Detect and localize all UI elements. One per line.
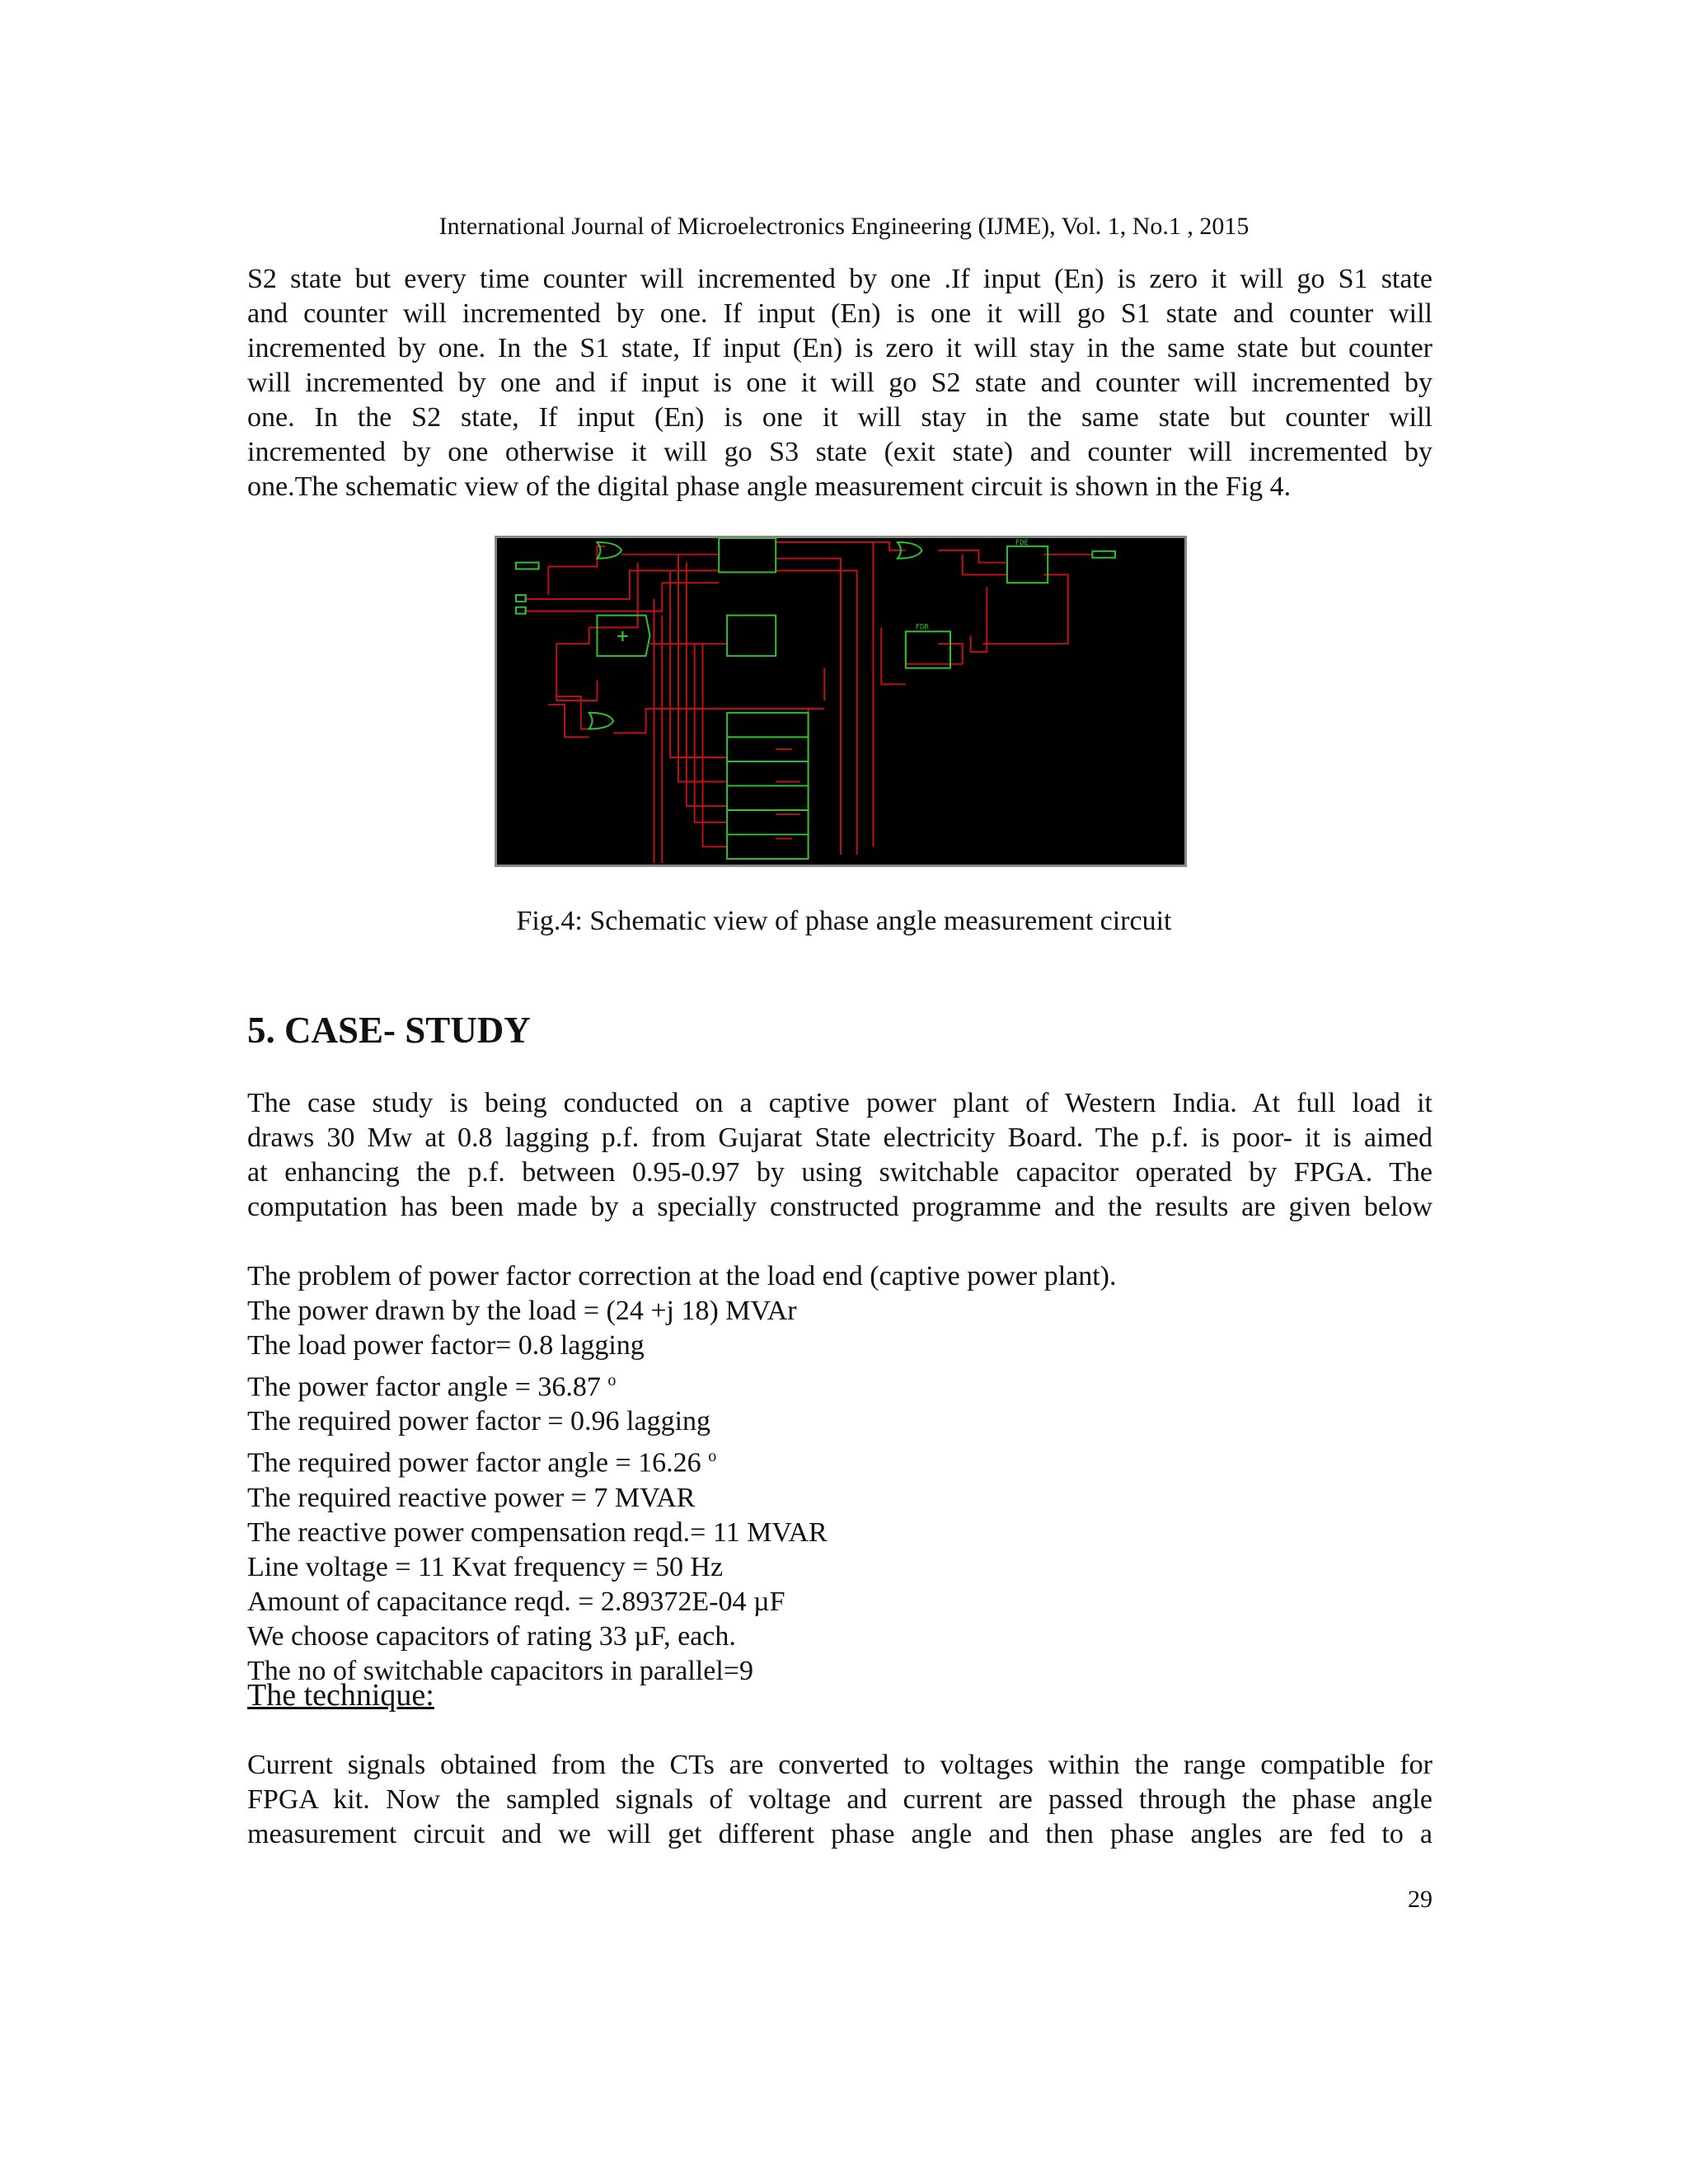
text-line: The case study is being conducted on a captive power plant of Western India. At full load it	[247, 1088, 1432, 1118]
text-line: computation has been made by a specially constructed programme and the results are given below	[247, 1192, 1432, 1222]
comparator-block	[727, 616, 776, 656]
wire	[524, 570, 719, 598]
fde-flipflop	[1007, 546, 1048, 583]
degree-mark: o	[607, 1371, 617, 1390]
fdr-flipflop	[906, 631, 950, 668]
result-line: The power drawn by the load = (24 +j 18) MVAr	[247, 1296, 797, 1326]
input-port	[516, 607, 526, 614]
degree-mark: o	[708, 1447, 717, 1466]
text-line: Current signals obtained from the CTs are converted to voltages within the range compatible for	[247, 1750, 1432, 1780]
wire	[971, 587, 987, 652]
result-line: The no of switchable capacitors in parallel=9	[247, 1655, 753, 1686]
wire	[548, 705, 588, 737]
text-line-last: one.The schematic view of the digital phase angle measurement circuit is shown in the Fig 4.	[247, 471, 1292, 502]
result-line: The required power factor = 0.96 lagging	[247, 1406, 711, 1437]
text-line: FPGA kit. Now the sampled signals of voltage and current are passed through the phase angle	[247, 1784, 1432, 1815]
wire	[963, 555, 1007, 575]
text-line: will incremented by one and if input is one it will go S2 state and counter will incremented by	[247, 368, 1432, 398]
result-line	[247, 1363, 1117, 1404]
result-line: Amount of capacitance reqd. = 2.89372E-04 µF	[247, 1586, 785, 1617]
logic-blocks	[516, 538, 1115, 859]
text-line: S2 state but every time counter will incremented by one .If input (En) is zero it will go S1 state	[247, 264, 1432, 294]
result-line: The required reactive power = 7 MVAR	[247, 1482, 696, 1513]
wire	[881, 627, 906, 684]
text-line: incremented by one otherwise it will go S3 state (exit state) and counter will incremented by	[247, 437, 1432, 467]
wire	[776, 542, 906, 551]
text-line: and counter will incremented by one. If input (En) is one it will go S1 state and counter will	[247, 298, 1432, 329]
text-line: at enhancing the p.f. between 0.95-0.97 by using switchable capacitor operated by FPGA. The	[247, 1157, 1432, 1188]
fdr-label: FDR	[915, 623, 929, 632]
result-line: The load power factor= 0.8 lagging	[247, 1330, 645, 1361]
input-port	[516, 563, 539, 569]
text-line: incremented by one. In the S1 state, If input (En) is zero it will stay in the same state but counter	[247, 333, 1432, 363]
result-text: The power factor angle = 36.87	[247, 1371, 601, 1403]
wire	[687, 563, 727, 807]
wire	[982, 574, 1067, 644]
or-gate-right	[898, 542, 922, 559]
wire	[906, 635, 963, 663]
wire	[695, 644, 727, 823]
output-port	[1092, 551, 1115, 558]
wire	[548, 546, 605, 567]
wire	[524, 583, 719, 611]
result-line	[247, 1439, 1117, 1480]
subsection-heading: The technique:	[247, 1678, 434, 1713]
schematic-figure	[495, 536, 1187, 867]
figure-caption: Fig.4: Schematic view of phase angle measurement circuit	[516, 906, 1172, 936]
fde-label: FDE	[1015, 538, 1029, 547]
block-labels	[916, 539, 1029, 631]
text-line: draws 30 Mw at 0.8 lagging p.f. from Gujarat State electricity Board. The p.f. is poor- it is aimed	[247, 1122, 1432, 1153]
results-list	[247, 1259, 1117, 1689]
paragraph-case-study	[247, 1086, 1432, 1225]
result-line: Line voltage = 11 Kvat frequency = 50 Hz	[247, 1551, 724, 1582]
journal-header: International Journal of Microelectronics Engineering (IJME), Vol. 1, No.1 , 2015	[438, 213, 1250, 240]
wire	[556, 627, 597, 701]
paragraph-technique	[247, 1748, 1432, 1852]
counter-block	[719, 538, 776, 572]
paragraph-state-machine	[247, 262, 1432, 504]
schematic-diagram	[497, 538, 1184, 865]
input-port	[516, 595, 526, 602]
result-line: We choose capacitors of rating 33 µF, each.	[247, 1620, 736, 1652]
result-line: The problem of power factor correction at the load end (captive power plant).	[247, 1261, 1117, 1291]
wire	[703, 644, 728, 846]
section-heading: 5. CASE- STUDY	[247, 1010, 531, 1051]
or-gate-top	[597, 542, 621, 559]
plus-icon: +	[616, 626, 630, 646]
text-line: one. In the S2 state, If input (En) is one it will stay in the same state but counter will	[247, 402, 1432, 433]
page-number: 29	[1408, 1886, 1432, 1913]
result-line: The reactive power compensation reqd.= 11 MVAR	[247, 1516, 828, 1548]
wire	[938, 551, 1007, 563]
or-gate-bottom	[589, 713, 614, 729]
text-line: measurement circuit and we will get different phase angle and then phase angles are fed to a	[247, 1819, 1432, 1849]
result-text: The required power factor angle = 16.26	[247, 1447, 701, 1479]
